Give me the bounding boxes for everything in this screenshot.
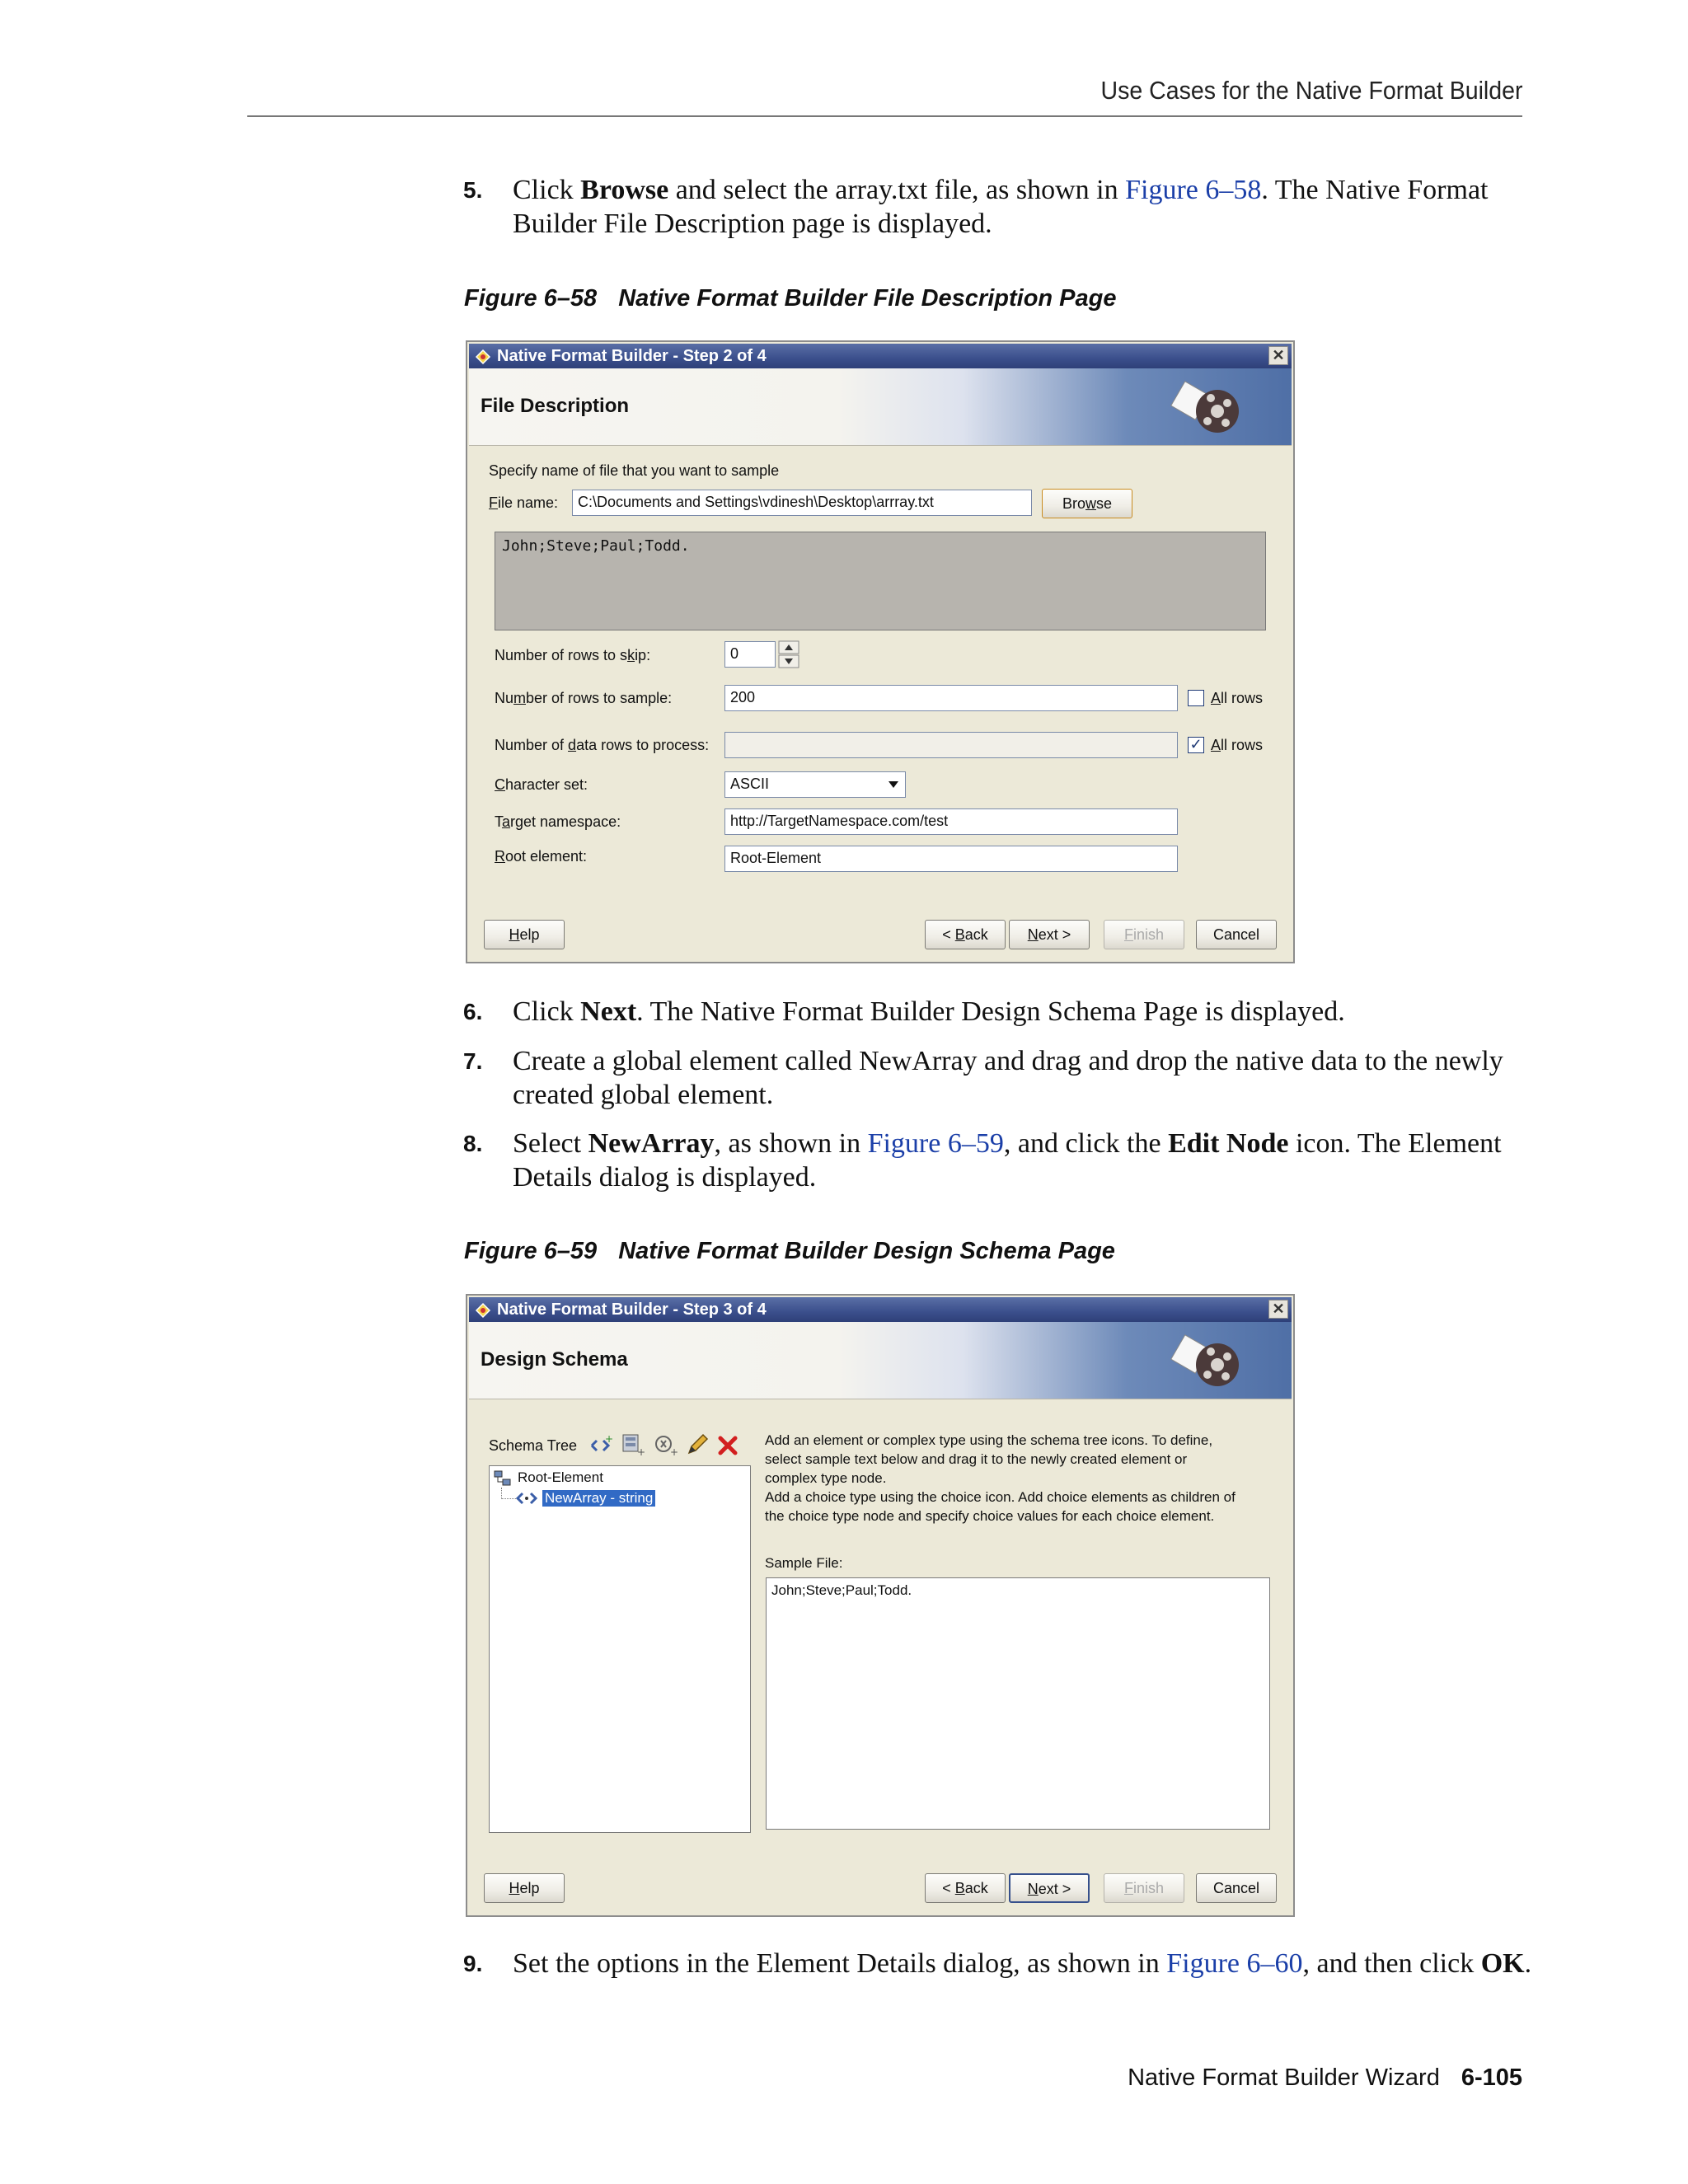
help-button[interactable]: Help [484, 1873, 565, 1903]
element-icon [516, 1491, 537, 1506]
page-footer [1128, 2064, 1522, 2092]
data-rows-to-process-input[interactable] [724, 732, 1178, 758]
sample-file-text[interactable]: John;Steve;Paul;Todd. [771, 1582, 912, 1598]
step-text: Create a global element called NewArray and drag and drop the native data to the newly created global element. [513, 1046, 1503, 1110]
help-button[interactable]: Help [484, 920, 565, 949]
figure-caption: Figure 6–59 Native Format Builder Design Schema Page [464, 1238, 1115, 1264]
title-bar [469, 1297, 1292, 1322]
emphasis: OK [1480, 1948, 1525, 1979]
svg-text:+: + [637, 1446, 645, 1457]
character-set-label: Character set: [495, 776, 588, 793]
footer-section: Native Format Builder Wizard [1128, 2064, 1440, 2091]
figure-caption: Figure 6–58 Native Format Builder File Description Page [464, 285, 1117, 312]
step-number: 9. [463, 1951, 483, 1976]
running-header: Use Cases for the Native Format Builder [1100, 76, 1522, 105]
next-button[interactable]: Next > [1009, 1873, 1090, 1903]
page-number: 6-105 [1461, 2064, 1522, 2091]
description-line: select sample text below and drag it to the newly created element or [765, 1451, 1188, 1467]
rows-to-sample-label: Number of rows to sample: [495, 690, 673, 706]
all-rows-process-checkbox[interactable]: ✓ [1188, 737, 1204, 753]
figure-link[interactable]: Figure 6–58 [1125, 175, 1262, 205]
app-icon [474, 1301, 492, 1319]
rows-to-sample-input[interactable]: 200 [724, 685, 1178, 711]
step-number: 7. [463, 1048, 483, 1074]
description-line: the choice type node and specify choice values for each choice element. [765, 1508, 1215, 1524]
file-name-label: File name: [489, 494, 559, 511]
svg-text:+: + [670, 1446, 678, 1457]
data-rows-to-process-label: Number of data rows to process: [495, 737, 710, 753]
schema-tree-label: Schema Tree [489, 1437, 578, 1454]
design-schema-dialog [466, 1294, 1295, 1917]
emphasis: Browse [580, 175, 669, 205]
spinner-icon[interactable] [778, 640, 799, 668]
dialog-title: Native Format Builder - Step 3 of 4 [497, 1301, 767, 1319]
dropdown-arrow-icon [887, 780, 900, 790]
finish-button[interactable]: Finish [1104, 1873, 1184, 1903]
tree-connector [501, 1498, 516, 1499]
file-preview [495, 532, 1266, 630]
step-number: 6. [463, 999, 483, 1024]
description-line: Add an element or complex type using the schema tree icons. To define, [765, 1432, 1213, 1448]
cancel-button[interactable]: Cancel [1196, 1873, 1277, 1903]
step-number: 8. [463, 1131, 483, 1156]
back-button[interactable]: < Back [925, 920, 1006, 949]
next-button[interactable]: Next > [1009, 920, 1090, 949]
description-line: complex type node. [765, 1470, 887, 1486]
header-rule [247, 115, 1522, 117]
schema-tree [489, 1465, 751, 1833]
figure-link[interactable]: Figure 6–59 [867, 1128, 1004, 1159]
tree-root-icon [493, 1469, 513, 1488]
edit-node-icon[interactable] [685, 1432, 710, 1457]
app-icon [474, 347, 492, 365]
rows-to-skip-input[interactable]: 0 [724, 641, 776, 668]
add-choice-icon[interactable] [654, 1432, 678, 1457]
preview-text: John;Steve;Paul;Todd. [502, 537, 690, 555]
wizard-banner [469, 368, 1292, 446]
step-text: Click Next. The Native Format Builder Design Schema Page is displayed. [513, 996, 1345, 1027]
finish-button[interactable]: Finish [1104, 920, 1184, 949]
emphasis: NewArray [588, 1128, 715, 1159]
target-namespace-label: Target namespace: [495, 813, 621, 830]
cancel-button[interactable]: Cancel [1196, 920, 1277, 949]
dialog-title: Native Format Builder - Step 2 of 4 [497, 347, 767, 365]
rows-to-skip-label: Number of rows to skip: [495, 647, 651, 663]
root-element-input[interactable]: Root-Element [724, 846, 1178, 872]
all-rows-sample-checkbox[interactable] [1188, 690, 1204, 706]
tree-root-node[interactable]: Root-Element [518, 1469, 603, 1485]
file-description-dialog [466, 340, 1295, 963]
delete-node-icon[interactable] [716, 1434, 739, 1457]
logo-icon [1160, 375, 1250, 441]
tree-connector [501, 1488, 502, 1499]
sample-file-label: Sample File: [765, 1555, 843, 1571]
step-text: Select NewArray, as shown in Figure 6–59, and click the Edit Node icon. The Element Details dialog is displayed. [513, 1128, 1502, 1193]
target-namespace-input[interactable]: http://TargetNamespace.com/test [724, 808, 1178, 835]
svg-text:+: + [605, 1434, 613, 1445]
root-element-label: Root element: [495, 848, 588, 865]
close-icon[interactable]: ✕ [1268, 1300, 1288, 1319]
intro-text: Specify name of file that you want to sample [489, 462, 780, 479]
character-set-select[interactable]: ASCII [724, 771, 906, 798]
add-complex-type-icon[interactable] [621, 1432, 645, 1457]
emphasis: Edit Node [1168, 1128, 1289, 1159]
wizard-banner [469, 1322, 1292, 1399]
figure-link[interactable]: Figure 6–60 [1166, 1948, 1303, 1979]
browse-button[interactable]: Browse [1042, 489, 1132, 518]
all-rows-label: All rows [1211, 690, 1264, 706]
close-icon[interactable]: ✕ [1268, 346, 1288, 365]
logo-icon [1160, 1329, 1250, 1394]
page-title: Design Schema [481, 1348, 628, 1371]
step-number: 5. [463, 177, 483, 203]
add-element-icon[interactable] [588, 1434, 613, 1457]
step-text: Set the options in the Element Details dialog, as shown in Figure 6–60, and then click OK. [513, 1948, 1532, 1979]
file-name-input[interactable]: C:\Documents and Settings\vdinesh\Desktop\arrray.txt [572, 490, 1032, 516]
tree-selected-node[interactable]: NewArray - string [542, 1490, 655, 1507]
step-text: Click Browse and select the array.txt file, as shown in Figure 6–58. The Native Format Builder File Description page is displayed. [513, 175, 1489, 239]
sample-file-area[interactable] [766, 1577, 1270, 1830]
page-title: File Description [481, 395, 630, 417]
back-button[interactable]: < Back [925, 1873, 1006, 1903]
description-line: Add a choice type using the choice icon. Add choice elements as children of [765, 1489, 1236, 1505]
emphasis: Next [580, 996, 637, 1027]
all-rows-label: All rows [1211, 737, 1264, 753]
title-bar [469, 344, 1292, 368]
